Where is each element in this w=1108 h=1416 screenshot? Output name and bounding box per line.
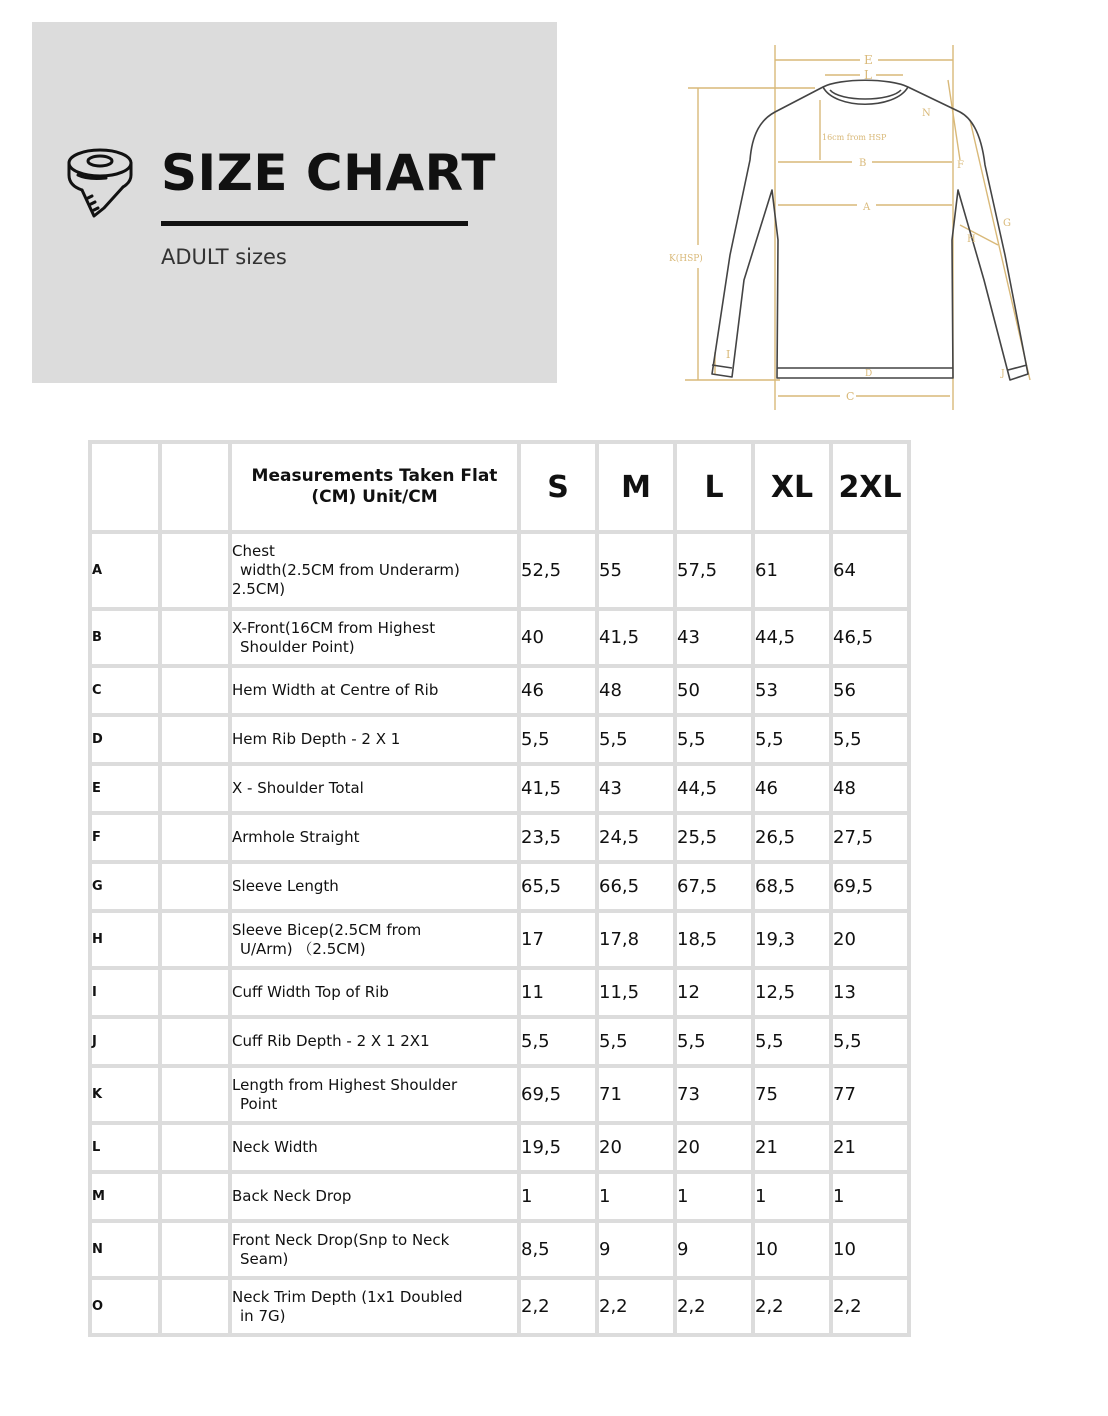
size-value-s: 40: [519, 609, 597, 666]
size-value-s: 11: [519, 968, 597, 1017]
page-subtitle: ADULT sizes: [161, 245, 287, 269]
measuring-tape-icon: [66, 142, 140, 222]
size-value-l: 73: [675, 1066, 753, 1123]
label-d: D: [865, 369, 873, 379]
empty-cell: [160, 1221, 230, 1278]
row-letter: J: [90, 1017, 160, 1066]
empty-cell: [160, 911, 230, 968]
size-value-m: 11,5: [597, 968, 675, 1017]
size-value-s: 2,2: [519, 1278, 597, 1335]
size-value-l: 67,5: [675, 862, 753, 911]
measurement-description: [230, 1066, 519, 1123]
page-title: SIZE CHART: [161, 144, 497, 202]
size-value-xl: 5,5: [753, 715, 831, 764]
title-underline: [161, 221, 468, 226]
size-header-2xl: 2XL: [831, 442, 909, 532]
size-value-l: 5,5: [675, 715, 753, 764]
row-letter: K: [90, 1066, 160, 1123]
measurement-description: [230, 862, 519, 911]
row-letter: I: [90, 968, 160, 1017]
row-letter: G: [90, 862, 160, 911]
empty-corner-cell: [90, 442, 160, 532]
description-line: Hem Rib Depth - 2 X 1: [232, 730, 401, 748]
measurement-description: [230, 532, 519, 609]
size-value-s: 17: [519, 911, 597, 968]
description-line: Length from Highest Shoulder: [232, 1075, 458, 1094]
table-row: [90, 1278, 909, 1335]
size-value-xl: 26,5: [753, 813, 831, 862]
size-value-m: 5,5: [597, 715, 675, 764]
row-letter: H: [90, 911, 160, 968]
size-value-xl: 75: [753, 1066, 831, 1123]
label-i: I: [726, 348, 731, 361]
empty-cell: [160, 1066, 230, 1123]
size-value-s: 65,5: [519, 862, 597, 911]
size-value-2xl: 1: [831, 1172, 909, 1221]
size-value-m: 24,5: [597, 813, 675, 862]
label-f: F: [957, 160, 964, 171]
empty-header-cell: [160, 442, 230, 532]
table-row: [90, 862, 909, 911]
table-body: [90, 532, 909, 1335]
size-value-s: 23,5: [519, 813, 597, 862]
description-line: X-Front(16CM from Highest: [232, 618, 436, 637]
description-line: Neck Width: [232, 1138, 318, 1156]
size-value-s: 69,5: [519, 1066, 597, 1123]
size-value-2xl: 64: [831, 532, 909, 609]
table-row: [90, 1221, 909, 1278]
size-value-2xl: 10: [831, 1221, 909, 1278]
size-value-2xl: 48: [831, 764, 909, 813]
size-value-m: 71: [597, 1066, 675, 1123]
size-value-s: 41,5: [519, 764, 597, 813]
shirt-outline: [712, 80, 1028, 380]
size-value-2xl: 77: [831, 1066, 909, 1123]
size-value-xl: 21: [753, 1123, 831, 1172]
measurement-description: [230, 764, 519, 813]
empty-cell: [160, 609, 230, 666]
size-value-l: 9: [675, 1221, 753, 1278]
description-line: Shoulder Point): [240, 637, 355, 656]
size-value-m: 41,5: [597, 609, 675, 666]
size-value-xl: 12,5: [753, 968, 831, 1017]
description-line: U/Arm) （2.5CM): [240, 939, 366, 958]
size-value-s: 52,5: [519, 532, 597, 609]
measurement-description: [230, 609, 519, 666]
row-letter: L: [90, 1123, 160, 1172]
size-value-xl: 53: [753, 666, 831, 715]
size-value-l: 50: [675, 666, 753, 715]
size-value-s: 5,5: [519, 1017, 597, 1066]
size-value-2xl: 21: [831, 1123, 909, 1172]
size-value-xl: 44,5: [753, 609, 831, 666]
size-value-m: 66,5: [597, 862, 675, 911]
row-letter: E: [90, 764, 160, 813]
empty-cell: [160, 968, 230, 1017]
description-line: Point: [240, 1094, 278, 1113]
size-value-l: 57,5: [675, 532, 753, 609]
measurement-description: [230, 1123, 519, 1172]
measurement-description: [230, 666, 519, 715]
size-value-l: 44,5: [675, 764, 753, 813]
empty-cell: [160, 813, 230, 862]
size-value-m: 55: [597, 532, 675, 609]
row-letter: A: [90, 532, 160, 609]
size-value-m: 1: [597, 1172, 675, 1221]
label-g: G: [1003, 218, 1011, 229]
empty-cell: [160, 1172, 230, 1221]
table-row: [90, 1066, 909, 1123]
size-value-2xl: 56: [831, 666, 909, 715]
measurement-description: [230, 1278, 519, 1335]
empty-cell: [160, 1017, 230, 1066]
size-value-2xl: 27,5: [831, 813, 909, 862]
size-value-xl: 5,5: [753, 1017, 831, 1066]
description-line: in 7G): [240, 1306, 286, 1325]
measurement-description: [230, 813, 519, 862]
description-line: Sleeve Bicep(2.5CM from: [232, 920, 422, 939]
description-line: Hem Width at Centre of Rib: [232, 681, 439, 699]
size-value-m: 5,5: [597, 1017, 675, 1066]
size-value-m: 9: [597, 1221, 675, 1278]
description-line: Cuff Rib Depth - 2 X 1 2X1: [232, 1032, 430, 1050]
size-value-m: 43: [597, 764, 675, 813]
size-value-2xl: 46,5: [831, 609, 909, 666]
description-line: X - Shoulder Total: [232, 779, 364, 797]
table-row: [90, 1017, 909, 1066]
description-line: 2.5CM): [232, 580, 286, 598]
size-value-l: 20: [675, 1123, 753, 1172]
size-value-xl: 1: [753, 1172, 831, 1221]
size-value-m: 17,8: [597, 911, 675, 968]
table-row: [90, 1172, 909, 1221]
table-row: [90, 764, 909, 813]
size-value-2xl: 20: [831, 911, 909, 968]
label-n: N: [922, 108, 931, 119]
size-value-m: 20: [597, 1123, 675, 1172]
row-letter: D: [90, 715, 160, 764]
header-row: [90, 442, 909, 532]
row-letter: N: [90, 1221, 160, 1278]
size-value-xl: 2,2: [753, 1278, 831, 1335]
measurement-description: [230, 1221, 519, 1278]
table-row: [90, 813, 909, 862]
description-line: Neck Trim Depth (1x1 Doubled: [232, 1287, 463, 1306]
description-line: width(2.5CM from Underarm): [240, 561, 460, 579]
measurement-description: [230, 911, 519, 968]
table-row: [90, 1123, 909, 1172]
label-e: E: [864, 53, 873, 67]
measurement-description: [230, 1017, 519, 1066]
empty-cell: [160, 764, 230, 813]
size-value-xl: 46: [753, 764, 831, 813]
empty-cell: [160, 532, 230, 609]
label-k: K(HSP): [669, 254, 703, 264]
row-letter: C: [90, 666, 160, 715]
size-header-xl: XL: [753, 442, 831, 532]
size-value-l: 12: [675, 968, 753, 1017]
size-header-l: L: [675, 442, 753, 532]
empty-cell: [160, 862, 230, 911]
measurement-guides: [685, 45, 1030, 410]
table-row: [90, 715, 909, 764]
size-value-s: 46: [519, 666, 597, 715]
measurement-description: [230, 715, 519, 764]
size-value-s: 19,5: [519, 1123, 597, 1172]
size-value-l: 25,5: [675, 813, 753, 862]
measurement-description: [230, 968, 519, 1017]
measurement-description: [230, 1172, 519, 1221]
size-value-l: 5,5: [675, 1017, 753, 1066]
label-c: C: [846, 390, 855, 403]
size-value-xl: 61: [753, 532, 831, 609]
size-value-2xl: 13: [831, 968, 909, 1017]
description-line: Chest: [232, 542, 275, 560]
size-value-l: 2,2: [675, 1278, 753, 1335]
size-value-s: 8,5: [519, 1221, 597, 1278]
description-line: Back Neck Drop: [232, 1187, 352, 1205]
size-value-m: 2,2: [597, 1278, 675, 1335]
description-line: Seam): [240, 1249, 289, 1268]
label-a: A: [863, 202, 871, 213]
description-line: Front Neck Drop(Snp to Neck: [232, 1230, 450, 1249]
size-value-xl: 10: [753, 1221, 831, 1278]
table-row: [90, 666, 909, 715]
description-line: Cuff Width Top of Rib: [232, 983, 389, 1001]
size-value-s: 5,5: [519, 715, 597, 764]
label-note: 16cm from HSP: [822, 133, 887, 142]
row-letter: M: [90, 1172, 160, 1221]
size-table: [88, 440, 911, 1337]
size-value-xl: 68,5: [753, 862, 831, 911]
size-value-l: 43: [675, 609, 753, 666]
diagram-letters: [669, 53, 1011, 403]
size-header-s: S: [519, 442, 597, 532]
description-line: Armhole Straight: [232, 828, 360, 846]
label-b: B: [859, 158, 867, 169]
size-value-2xl: 5,5: [831, 1017, 909, 1066]
row-letter: O: [90, 1278, 160, 1335]
table-row: [90, 609, 909, 666]
label-h: H: [967, 234, 976, 245]
label-j: J: [1001, 369, 1005, 379]
empty-cell: [160, 1278, 230, 1335]
shirt-measurement-diagram: [660, 40, 1045, 415]
size-value-xl: 19,3: [753, 911, 831, 968]
size-value-2xl: 5,5: [831, 715, 909, 764]
size-value-s: 1: [519, 1172, 597, 1221]
size-value-2xl: 69,5: [831, 862, 909, 911]
size-value-l: 18,5: [675, 911, 753, 968]
table-row: [90, 968, 909, 1017]
table-row: [90, 532, 909, 609]
empty-cell: [160, 715, 230, 764]
label-l: L: [864, 68, 872, 82]
size-header-m: M: [597, 442, 675, 532]
empty-cell: [160, 1123, 230, 1172]
empty-cell: [160, 666, 230, 715]
size-value-2xl: 2,2: [831, 1278, 909, 1335]
description-line: Sleeve Length: [232, 877, 339, 895]
table-row: [90, 911, 909, 968]
measurements-header: Measurements Taken Flat (CM) Unit/CM: [230, 442, 519, 532]
size-value-m: 48: [597, 666, 675, 715]
row-letter: B: [90, 609, 160, 666]
size-value-l: 1: [675, 1172, 753, 1221]
row-letter: F: [90, 813, 160, 862]
